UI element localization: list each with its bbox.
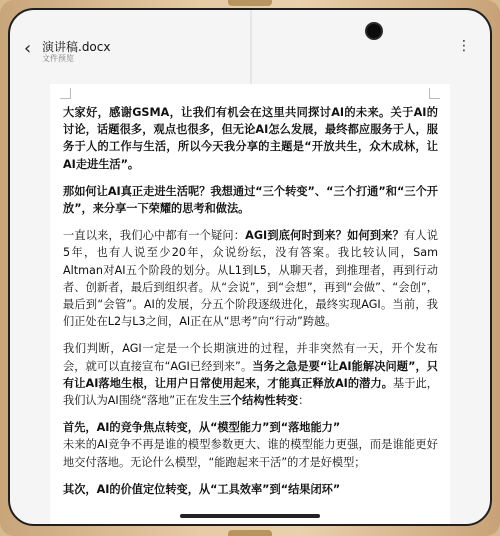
bold-span: AGI到底何时到来？如何到来？: [245, 229, 405, 243]
bold-span: 当务之急是要“让AI能解决问题”，只有让AI落地生根，让用户日常使用起来，才能真正释放AI的潜力。: [63, 359, 438, 390]
text-span: 一直以来，我们心中都有一个疑问：: [63, 229, 246, 243]
text-span: 基于此，我们认为AI围绕“落地”正在发生: [63, 376, 438, 408]
file-subtitle: 文件预览: [42, 54, 74, 63]
text-span: ：: [298, 394, 310, 408]
document-content: [63, 104, 450, 498]
text-span: 我们判断，AGI一定是一个长期演进的过程，并非突然有一天，开个发布会，就可以直接宣布“AGI已经到来”。: [63, 342, 438, 373]
paragraph-agi-timeline: [63, 227, 450, 330]
hinge-top: [228, 0, 272, 6]
page-corner-mark: [429, 88, 440, 99]
more-horizontal-icon[interactable]: ⋮: [457, 38, 472, 54]
paragraph-approach: 那如何让AI真正走进生活呢？我想通过“三个转变”、“三个打通”和“三个开放”，来分享一下荣耀的思考和做法。: [63, 184, 438, 216]
chevron-left-icon[interactable]: ‹: [24, 38, 32, 59]
top-bar: [10, 32, 490, 72]
document-page: [50, 84, 450, 524]
screen: [8, 8, 492, 526]
paragraph-intro: 大家好，感谢GSMA，让我们有机会在这里共同探讨AI的未来。关于AI的讨论，话题很多，观点也很多，但无论AI怎么发展，最终都应服务于人，服务于人的工作与生活，所以今天我分享的主题是“开放共生，众木成林，让AI走进生活”。: [63, 106, 438, 171]
gesture-bar[interactable]: [180, 514, 320, 518]
paragraph-section-1: 未来的AI竞争不再是谁的模型参数更大、谁的模型能力更强，而是谁能更好地交付落地。无论什么模型，“能跑起来干活”的才是好模型；: [63, 438, 438, 469]
page-corner-mark: [60, 88, 71, 99]
paragraph-judgement: [63, 340, 438, 409]
text-span: 有人说5年，也有人说至少20年，众说纷纭，没有答案。我比较认同，Sam Altman对AI五个阶段的划分。从L1到L5，从聊天者，到推理者，再到行动者、创新者，最后到组织者。从“会说”，到“会想”，再到“会做”、“会创”，最后到“会管”。AI的发展，分五个阶段逐级进化，最终实现AGI。当前，我们正处在L2与L3之间，AI正在从“思考”向“行动”跨越。: [63, 229, 450, 329]
hinge-bottom: [228, 530, 272, 536]
file-title: 演讲稿.docx: [42, 40, 111, 54]
section-heading-2: 其次，AI的价值定位转变，从“工具效率”到“结果闭环”: [63, 482, 341, 496]
section-heading-1: 首先，AI的竞争焦点转变，从“模型能力”到“落地能力”: [63, 421, 341, 435]
bold-span: 三个结构性转变: [219, 394, 299, 408]
